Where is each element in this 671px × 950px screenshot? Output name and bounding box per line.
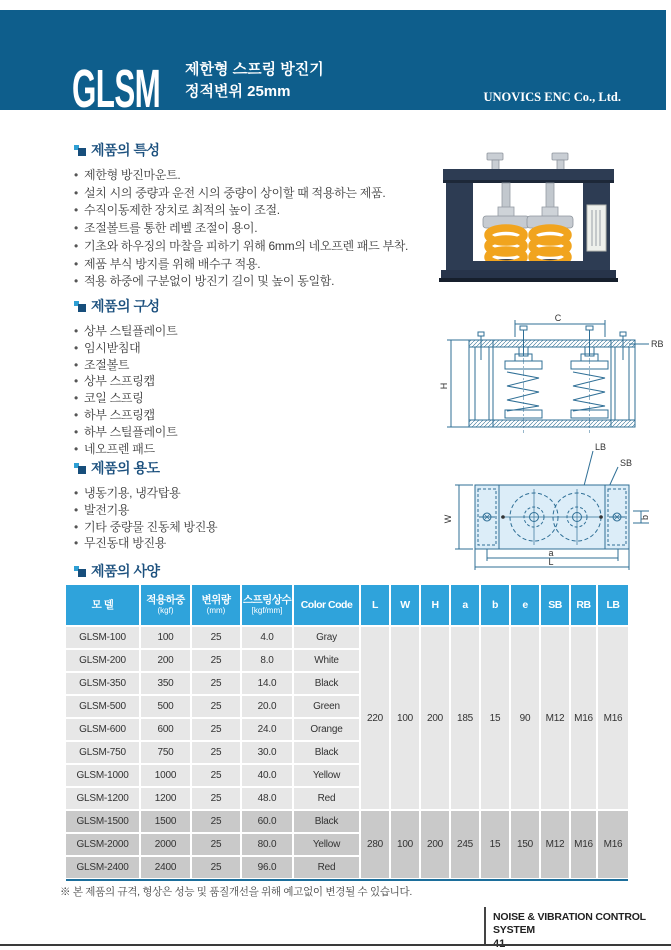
- composition-item: [74, 390, 434, 407]
- spec-table-bottom-rule: [66, 879, 628, 881]
- spec-cell-model: GLSM-2000: [66, 834, 139, 855]
- spec-cell-spring_const: 30.0: [242, 742, 292, 763]
- bullet-dot-icon: •: [74, 519, 78, 534]
- spec-cell-model: GLSM-200: [66, 650, 139, 671]
- spec-cell-model: GLSM-600: [66, 719, 139, 740]
- spec-cell-shared: 245: [451, 811, 479, 878]
- spec-cell-shared: 90: [511, 627, 539, 809]
- feature-item-text: 적용 하중에 구분없이 방진기 길이 및 높이 동일함.: [84, 274, 335, 289]
- spec-cell-load: 500: [141, 696, 190, 717]
- composition-item-text: 코일 스프링: [84, 391, 144, 406]
- spec-cell-deflection: 25: [192, 834, 240, 855]
- spec-cell-load: 600: [141, 719, 190, 740]
- spec-cell-spring_const: 8.0: [242, 650, 292, 671]
- spec-col-header: SB: [541, 585, 569, 625]
- spec-cell-shared: 200: [421, 627, 449, 809]
- feature-item-text: 제한형 방진마운트.: [84, 168, 181, 182]
- spec-cell-spring_const: 24.0: [242, 719, 292, 740]
- bullet-dot-icon: •: [74, 374, 78, 389]
- spec-cell-deflection: 25: [192, 857, 240, 878]
- spec-col-header: L: [361, 585, 389, 625]
- bullet-dot-icon: •: [74, 424, 78, 439]
- composition-item: [74, 424, 434, 441]
- bullet-dot-icon: •: [74, 486, 78, 500]
- page-header-band: [0, 10, 666, 119]
- spec-col-header: Color Code: [294, 585, 359, 625]
- bullet-dot-icon: •: [74, 274, 78, 289]
- spec-cell-shared: M16: [598, 627, 628, 809]
- footnote: ※ 본 제품의 규격, 형상은 성능 및 품질개선을 위해 예고없이 변경될 수 있습니다.: [60, 886, 412, 898]
- spec-cell-shared: 100: [391, 627, 419, 809]
- spec-cell-model: GLSM-1200: [66, 788, 139, 809]
- spec-cell-shared: 200: [421, 811, 449, 878]
- usage-item-text: 무진동대 방진용: [84, 536, 167, 551]
- section-composition-title: [74, 296, 434, 316]
- spec-col-header: a: [451, 585, 479, 625]
- spec-cell-load: 350: [141, 673, 190, 694]
- spec-cell-deflection: 25: [192, 673, 240, 694]
- spec-table: [66, 585, 628, 878]
- bullet-dot-icon: •: [74, 256, 78, 271]
- spec-cell-color: Red: [294, 857, 359, 878]
- spec-col-header: W: [391, 585, 419, 625]
- spec-cell-deflection: 25: [192, 742, 240, 763]
- feature-item-text: 제품 부식 방지를 위해 배수구 적용.: [84, 256, 261, 271]
- composition-item: [74, 340, 434, 357]
- feature-item: [74, 185, 434, 203]
- spec-col-header: e: [511, 585, 539, 625]
- product-code: GLSM: [72, 59, 161, 119]
- product-subtitle-line2: 정적변위 25mm: [185, 83, 291, 100]
- composition-item: [74, 407, 434, 424]
- spec-cell-model: GLSM-2400: [66, 857, 139, 878]
- bullet-dot-icon: •: [74, 407, 78, 422]
- spec-cell-color: Black: [294, 811, 359, 832]
- footer-bottom-rule: [0, 944, 671, 946]
- usage-item-text: 기타 중량물 진동체 방진용: [84, 519, 218, 534]
- composition-list: [74, 323, 434, 457]
- bullet-dot-icon: •: [74, 357, 78, 372]
- usage-item: [74, 502, 434, 519]
- spec-cell-shared: 150: [511, 811, 539, 878]
- composition-item-text: 조절볼트: [84, 357, 130, 372]
- feature-item-text: 설치 시의 중량과 운전 시의 중량이 상이할 때 적용하는 제품.: [84, 185, 386, 200]
- product-subtitle-line1: 제한형 스프링 방진기: [185, 61, 324, 78]
- spec-cell-color: White: [294, 650, 359, 671]
- dim-label-l: L: [548, 557, 554, 567]
- spec-cell-load: 100: [141, 627, 190, 648]
- spec-cell-shared: 100: [391, 811, 419, 878]
- dim-label-c: C: [554, 313, 562, 323]
- spec-cell-deflection: 25: [192, 696, 240, 717]
- spec-cell-deflection: 25: [192, 788, 240, 809]
- spec-cell-model: GLSM-350: [66, 673, 139, 694]
- spec-cell-shared: M12: [541, 627, 569, 809]
- spec-cell-spring_const: 60.0: [242, 811, 292, 832]
- section-spec-title: [74, 561, 160, 581]
- spec-cell-model: GLSM-750: [66, 742, 139, 763]
- plan-view-diagram: [437, 437, 667, 572]
- dim-label-b: b: [640, 514, 650, 520]
- composition-item-text: 하부 스프링캡: [84, 407, 155, 422]
- spec-cell-color: Orange: [294, 719, 359, 740]
- company-name: UNOVICS ENC Co., Ltd.: [483, 90, 621, 104]
- bullet-dot-icon: •: [74, 203, 78, 218]
- section-title-text: 제품의 특성: [91, 142, 160, 158]
- spec-cell-load: 750: [141, 742, 190, 763]
- section-marker-icon: [74, 300, 86, 312]
- dim-label-sb: SB: [620, 458, 633, 468]
- section-composition: [74, 296, 434, 457]
- spec-cell-load: 2400: [141, 857, 190, 878]
- spec-cell-load: 2000: [141, 834, 190, 855]
- bullet-dot-icon: •: [74, 441, 78, 456]
- dim-label-rb: RB: [651, 339, 664, 349]
- spec-cell-shared: M16: [571, 811, 596, 878]
- feature-item: [74, 273, 434, 291]
- spec-cell-load: 1200: [141, 788, 190, 809]
- spec-cell-load: 1500: [141, 811, 190, 832]
- feature-item: [74, 167, 434, 185]
- section-usage-title: [74, 458, 434, 478]
- section-features-title: [74, 140, 434, 160]
- spec-cell-color: Green: [294, 696, 359, 717]
- footer-divider: [484, 907, 486, 945]
- spec-cell-spring_const: 48.0: [242, 788, 292, 809]
- bullet-dot-icon: •: [74, 221, 78, 236]
- composition-item: [74, 357, 434, 374]
- spec-col-header: b: [481, 585, 509, 625]
- feature-item-text: 기초와 하우징의 마찰을 피하기 위해 6mm의 네오프렌 패드 부착.: [84, 238, 409, 253]
- spec-cell-shared: 15: [481, 627, 509, 809]
- feature-item: [74, 256, 434, 274]
- spec-cell-spring_const: 20.0: [242, 696, 292, 717]
- spec-cell-color: Black: [294, 742, 359, 763]
- bullet-dot-icon: •: [74, 185, 78, 200]
- spec-cell-model: GLSM-1000: [66, 765, 139, 786]
- spec-col-header: 변위량 (mm): [192, 585, 240, 625]
- spec-cell-model: GLSM-500: [66, 696, 139, 717]
- feature-list: [74, 167, 434, 291]
- composition-item-text: 네오프렌 패드: [84, 441, 155, 456]
- spec-cell-shared: 15: [481, 811, 509, 878]
- spec-cell-spring_const: 80.0: [242, 834, 292, 855]
- section-marker-icon: [74, 462, 86, 474]
- usage-list: [74, 485, 434, 552]
- section-title-text: 제품의 구성: [91, 298, 160, 314]
- usage-item: [74, 535, 434, 552]
- feature-item: [74, 220, 434, 238]
- composition-item-text: 상부 스틸플레이트: [84, 324, 178, 338]
- spec-cell-deflection: 25: [192, 719, 240, 740]
- feature-item-text: 수직이동제한 장치로 최적의 높이 조절.: [84, 203, 280, 218]
- usage-item-text: 냉동기용, 냉각탑용: [84, 486, 181, 500]
- spec-cell-shared: 280: [361, 811, 389, 878]
- composition-item-text: 상부 스프링캡: [84, 374, 155, 389]
- section-title-text: 제품의 사양: [91, 563, 160, 579]
- product-subtitle: [185, 60, 324, 104]
- product-photo-image: [437, 147, 620, 288]
- section-title-text: 제품의 용도: [91, 460, 160, 476]
- section-usage: [74, 458, 434, 552]
- spec-col-header: 모 델: [66, 585, 139, 625]
- composition-item: [74, 323, 434, 340]
- spec-cell-deflection: 25: [192, 650, 240, 671]
- spec-col-header: RB: [571, 585, 596, 625]
- usage-item-text: 발전기용: [84, 502, 130, 517]
- bullet-dot-icon: •: [74, 340, 78, 355]
- bullet-dot-icon: •: [74, 238, 78, 253]
- spec-cell-deflection: 25: [192, 811, 240, 832]
- spec-cell-shared: M12: [541, 811, 569, 878]
- feature-item: [74, 202, 434, 220]
- feature-item-text: 조절볼트를 통한 레벨 조절이 용이.: [84, 221, 258, 236]
- spec-cell-spring_const: 4.0: [242, 627, 292, 648]
- spec-cell-load: 1000: [141, 765, 190, 786]
- spec-cell-shared: M16: [598, 811, 628, 878]
- spec-cell-color: Yellow: [294, 765, 359, 786]
- composition-item: [74, 441, 434, 458]
- spec-cell-shared: 185: [451, 627, 479, 809]
- spec-cell-spring_const: 40.0: [242, 765, 292, 786]
- feature-item: [74, 238, 434, 256]
- spec-col-header: 적용하중 (kgf): [141, 585, 190, 625]
- bullet-dot-icon: •: [74, 168, 78, 182]
- spec-cell-shared: 220: [361, 627, 389, 809]
- spec-cell-color: Black: [294, 673, 359, 694]
- spec-cell-model: GLSM-100: [66, 627, 139, 648]
- spec-cell-load: 200: [141, 650, 190, 671]
- composition-item: [74, 373, 434, 390]
- footer-system-label: NOISE & VIBRATION CONTROL SYSTEM: [493, 911, 646, 936]
- spec-cell-deflection: 25: [192, 627, 240, 648]
- bullet-dot-icon: •: [74, 502, 78, 517]
- bullet-dot-icon: •: [74, 536, 78, 551]
- dim-label-h: H: [439, 382, 449, 390]
- dim-label-lb: LB: [595, 442, 607, 452]
- spec-col-header: LB: [598, 585, 628, 625]
- spec-cell-color: Red: [294, 788, 359, 809]
- section-marker-icon: [74, 565, 86, 577]
- spec-cell-spring_const: 14.0: [242, 673, 292, 694]
- front-view-diagram: [437, 310, 667, 438]
- section-features: [74, 140, 434, 291]
- composition-item-text: 임시받침대: [84, 340, 141, 355]
- dim-label-a: a: [548, 548, 554, 558]
- usage-item: [74, 519, 434, 536]
- usage-item: [74, 485, 434, 502]
- spec-cell-color: Gray: [294, 627, 359, 648]
- spec-col-header: 스프링상수 [kgf/mm]: [242, 585, 292, 625]
- spec-cell-spring_const: 96.0: [242, 857, 292, 878]
- bullet-dot-icon: •: [74, 391, 78, 406]
- spec-cell-model: GLSM-1500: [66, 811, 139, 832]
- section-marker-icon: [74, 144, 86, 156]
- bullet-dot-icon: •: [74, 324, 78, 338]
- spec-col-header: H: [421, 585, 449, 625]
- spec-cell-shared: M16: [571, 627, 596, 809]
- spec-cell-deflection: 25: [192, 765, 240, 786]
- composition-item-text: 하부 스틸플레이트: [84, 424, 178, 439]
- spec-cell-color: Yellow: [294, 834, 359, 855]
- dim-label-w: W: [443, 514, 453, 524]
